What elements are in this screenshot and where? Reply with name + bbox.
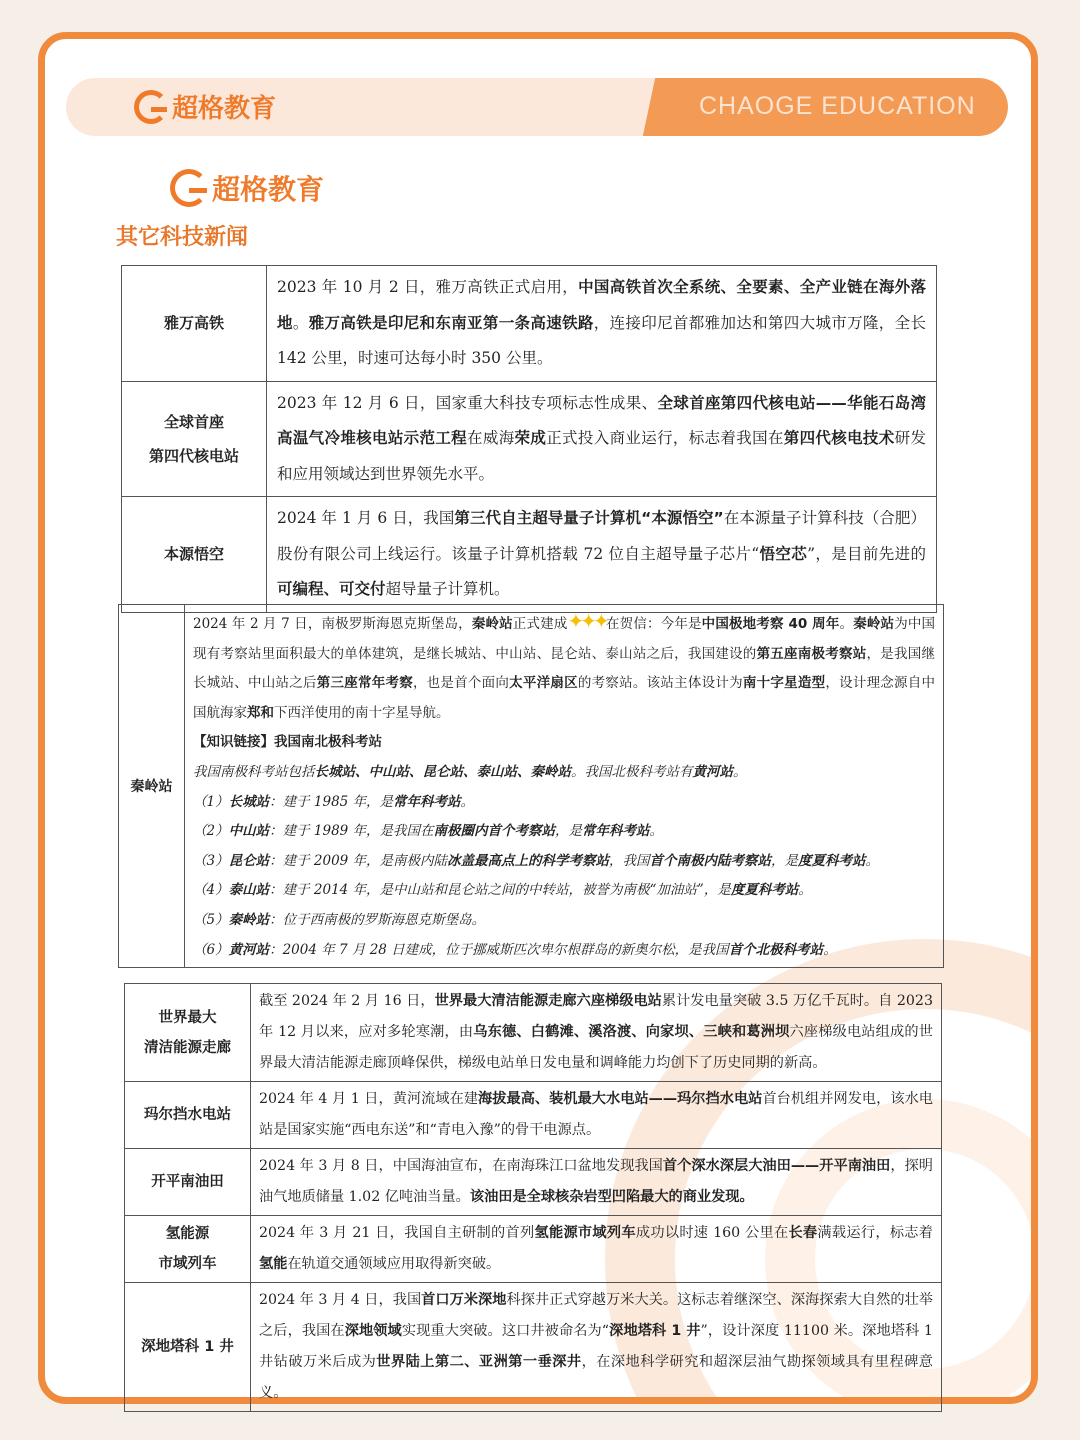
bold-text-run: 黄河站 — [228, 941, 270, 958]
bold-text-run: 度夏科考站 — [730, 882, 799, 899]
text-run: 为中国现有考察站里面积最大的单体建筑，是继长城站、中山站、昆仑站、泰山站之后，我国建设的 — [193, 616, 936, 662]
list-item — [193, 876, 935, 906]
row-key-line: 本源悟空 — [163, 545, 224, 564]
text-run: 2024 年 2 月 7 日，南极罗斯海恩克斯堡岛， — [193, 616, 472, 632]
text-run: 成功以时速 160 公里在 — [635, 1225, 789, 1241]
bold-text-run: 秦岭站 — [228, 911, 270, 928]
header-brand-panel — [663, 78, 1008, 136]
text-run: 2024 年 3 月 21 日，我国自主研制的首列 — [259, 1225, 535, 1241]
text-run: 科探井正式穿越万米大关。这标志着继深空、深海探索大自然的壮举之后，我国在 — [259, 1292, 933, 1339]
text-run: 在威海 — [467, 429, 515, 447]
text-run: 下西洋使用的南十字星导航。 — [274, 704, 450, 721]
text-run: 。 — [733, 763, 747, 780]
text-run: 在贺信：今年是 — [605, 616, 702, 632]
bold-text-run: 悟空芯 — [759, 544, 808, 563]
bold-text-run: 中国高铁首次全系统、全要素、全产业链在海外落地 — [277, 278, 926, 332]
bold-text-run: 第三代自主超导量子计算机“本源悟空” — [454, 509, 724, 527]
row-content — [251, 984, 942, 1082]
row-key — [125, 1082, 251, 1149]
bold-text-run: 度夏科考站 — [798, 852, 866, 869]
text-run: 我国南极科考站包括 — [193, 763, 315, 780]
bold-text-run: 乌东德、白鹤滩、溪洛渡、向家坝、三峡和葛洲坝 — [473, 1024, 790, 1040]
row-key — [125, 984, 251, 1082]
row-key-line: 清洁能源走廊 — [144, 1039, 231, 1056]
list-item — [193, 788, 935, 818]
text-run: ：建于 1985 年，是 — [269, 793, 394, 810]
text-run: ，连接印尼首都雅加达和第四大城市万隆，全长 142 公里，时速可达每小时 350 公里。 — [277, 313, 926, 367]
row-key-line: 深地塔科 1 井 — [141, 1339, 234, 1355]
text-run: 2023 年 10 月 2 日，雅万高铁正式启用， — [277, 278, 579, 296]
text-run: 2024 年 3 月 4 日，我国 — [259, 1292, 422, 1308]
list-item — [193, 817, 935, 847]
row-key-line: 玛尔挡水电站 — [144, 1107, 231, 1123]
table-row — [125, 984, 942, 1082]
text-run: ，是 — [771, 852, 799, 869]
text-run: ，是 — [555, 823, 583, 840]
bold-text-run: 第三座常年考察 — [316, 675, 413, 692]
row-content — [251, 1149, 942, 1216]
text-run: 在轨道交通领域应用取得新突破。 — [287, 1256, 501, 1272]
text-run: ，探明油气地质储量 1.02 亿吨油当量。 — [259, 1158, 933, 1205]
news-table-2 — [118, 604, 944, 968]
bold-text-run: 该油田是全球核杂岩型凹陷最大的商业发现。 — [469, 1189, 754, 1205]
bold-text-run: 常年科考站 — [393, 793, 461, 810]
bold-text-run: 第五座南极考察站 — [756, 645, 867, 662]
text-run: （2） — [193, 823, 229, 840]
text-run: 累计发电量突破 3.5 万亿千瓦时。自 2023 年 12 月以来，应对多轮寒潮，由 — [259, 993, 933, 1040]
bold-text-run: 氢能源市域列车 — [534, 1225, 636, 1241]
row-key-line: 全球首座 — [163, 412, 224, 431]
text-run: 。 — [649, 823, 664, 840]
text-run: ，我国 — [609, 852, 650, 869]
table-row — [125, 1082, 942, 1149]
text-run: 。 — [292, 313, 309, 332]
row-content — [267, 497, 937, 613]
row-content — [251, 1082, 942, 1149]
text-run: 研发和应用领域达到世界领先水平。 — [277, 429, 926, 483]
bold-text-run: 氢能 — [259, 1256, 288, 1272]
text-run: ：建于 2009 年，是南极内陆 — [269, 852, 448, 869]
bold-text-run: 雅万高铁是印尼和东南亚第一条高速铁路 — [308, 313, 594, 332]
table-row — [122, 497, 937, 613]
text-run: 。 — [865, 852, 880, 869]
bold-text-run: 首个北极科考站 — [728, 941, 824, 958]
bold-text-run: 全球首座第四代核电站——华能石岛湾高温气冷堆核电站示范工程 — [277, 393, 926, 447]
row-key-line: 氢能源 — [165, 1226, 210, 1242]
row-key-line: 市域列车 — [158, 1256, 217, 1272]
text-run: 。 — [460, 793, 475, 810]
list-item — [193, 847, 935, 877]
text-run: 在本源量子计算科技（合肥）股份有限公司上线运行。该量子计算机搭载 72 位自主超导量子芯片“ — [277, 509, 926, 563]
text-run: 正式建成 — [512, 616, 568, 632]
logo-text: 超格教育 — [212, 173, 325, 206]
list-item — [193, 936, 935, 966]
text-run: （3） — [193, 852, 229, 869]
bold-text-run: 首个深水深层大油田——开平南油田 — [662, 1158, 891, 1174]
text-run: （4） — [193, 882, 229, 899]
news-table-3 — [124, 983, 942, 1412]
text-run: ：建于 2014 年，是中山站和昆仑站之间的中转站，被誉为南极“加油站”，是 — [269, 882, 731, 899]
text-run: ”，是目前先进的 — [807, 544, 926, 563]
text-run: 截至 2024 年 2 月 16 日， — [259, 993, 435, 1009]
text-run: ”，设计深度 11100 米。深地塔科 1 井钻破万米后成为 — [259, 1323, 933, 1370]
bold-text-run: 长春 — [788, 1225, 818, 1241]
bold-text-run: 深地塔科 1 井 — [609, 1323, 701, 1339]
text-run: ：2004 年 7 月 28 日建成，位于挪威斯匹次卑尔根群岛的新奥尔松，是我国 — [269, 941, 729, 958]
g-logo-icon — [170, 169, 208, 207]
text-run: 2024 年 4 月 1 日，黄河流域在建 — [259, 1091, 479, 1107]
bold-text-run: 南十字星造型 — [742, 675, 826, 692]
bold-text-run: 秦岭站 — [471, 616, 513, 632]
logo-text: 超格教育 — [172, 94, 277, 124]
bold-text-run: 可编程、可交付 — [277, 580, 386, 598]
brand-english-name: CHAOGE EDUCATION — [699, 92, 976, 120]
bold-text-run: 南极圈内首个考察站 — [433, 823, 556, 840]
row-content — [267, 266, 937, 382]
g-logo-icon — [134, 90, 168, 124]
text-run: ，也是首个面向 — [412, 675, 510, 692]
text-run: ：建于 1989 年，是我国在 — [269, 823, 434, 840]
table-row — [119, 605, 944, 968]
bold-text-run: 泰山站 — [228, 882, 270, 899]
text-run: 2024 年 1 月 6 日，我国 — [277, 509, 455, 527]
row-content — [251, 1283, 942, 1412]
bold-text-run: 秦岭站 — [853, 616, 895, 632]
bold-text-run: 黄河站 — [692, 763, 733, 780]
table-row — [122, 381, 937, 497]
table-row — [122, 266, 937, 382]
row-key-line: 世界最大 — [158, 1009, 217, 1026]
bold-text-run: 深地领域 — [344, 1323, 402, 1339]
page-logo — [170, 168, 324, 208]
row-key — [122, 381, 267, 497]
knowledge-link-title: 【知识链接】我国南北极科考站 — [193, 734, 382, 751]
station-list — [193, 788, 935, 966]
sparkle-icon: ✦✦✦ — [567, 609, 606, 633]
text-run: 2024 年 3 月 8 日，中国海油宣布，在南海珠江口盆地发现我国 — [259, 1158, 663, 1174]
text-run: 。我国北极科考站有 — [571, 763, 693, 780]
row-key — [122, 497, 267, 613]
bold-text-run: 世界最大清洁能源走廊六座梯级电站 — [434, 993, 662, 1009]
row-key — [125, 1216, 251, 1283]
row-content — [185, 605, 944, 968]
bold-text-run: 世界陆上第二、亚洲第一垂深井 — [376, 1354, 582, 1370]
row-key-line: 雅万高铁 — [163, 314, 224, 333]
table-row — [125, 1149, 942, 1216]
bold-text-run: 第四代核电技术 — [783, 429, 895, 447]
text-run: 首台机组并网发电，该水电站是国家实施“西电东送”和“青电入豫”的骨干电源点。 — [259, 1091, 933, 1138]
table-row — [125, 1216, 942, 1283]
bold-text-run: 太平洋扇区 — [509, 675, 578, 692]
section-title: 其它科技新闻 — [116, 225, 249, 250]
summary-paragraph — [193, 758, 935, 788]
text-run: 2023 年 12 月 6 日，国家重大科技专项标志性成果、 — [277, 393, 658, 412]
row-content — [251, 1216, 942, 1283]
text-run: ，是我国继长城站、中山站之后 — [193, 645, 936, 692]
text-run: 。 — [839, 616, 854, 632]
text-run: 的考察站。该站主体设计为 — [577, 675, 743, 692]
text-run: ，设计理念源自中国航海家 — [193, 675, 936, 721]
table-row — [125, 1283, 942, 1412]
bold-text-run: 郑和 — [247, 704, 274, 721]
text-run: 六座梯级电站组成的世界最大清洁能源走廊顶峰保供，梯级电站单日发电量和调峰能力均创下了历史同期的新高。 — [259, 1024, 933, 1071]
text-run: （6） — [193, 941, 229, 958]
bold-text-run: 长城站、中山站、昆仑站、泰山站、秦岭站 — [314, 763, 571, 780]
bold-text-run: 常年科考站 — [582, 823, 650, 840]
text-run: ，在深地科学研究和超深层油气勘探领域具有里程碑意义。 — [259, 1354, 933, 1401]
bold-text-run: 中国极地考察 40 周年 — [701, 616, 840, 632]
news-table-1 — [121, 265, 937, 613]
bold-text-run: 冰盖最高点上的科学考察站 — [447, 852, 610, 869]
row-key — [125, 1283, 251, 1412]
row-key-line: 开平南油田 — [151, 1174, 224, 1190]
text-run: 。 — [823, 941, 837, 958]
text-run: 实现重大突破。这口井被命名为“ — [401, 1323, 610, 1339]
row-key-line: 第四代核电站 — [148, 446, 239, 465]
bold-text-run: 首个南极内陆考察站 — [649, 852, 772, 869]
row-key: 秦岭站 — [119, 605, 185, 968]
text-run: 满载运行，标志着 — [817, 1225, 933, 1241]
row-content — [267, 381, 937, 497]
row-key — [125, 1149, 251, 1216]
bold-text-run: 长城站 — [228, 793, 270, 810]
list-item — [193, 906, 935, 936]
bold-text-run: 首口万米深地 — [421, 1292, 507, 1308]
bold-text-run: 荣成 — [514, 429, 547, 447]
bold-text-run: 中山站 — [228, 823, 270, 840]
text-run: 正式投入商业运行，标志着我国在 — [546, 429, 784, 447]
bold-text-run: 海拔最高、装机最大水电站——玛尔挡水电站 — [478, 1091, 763, 1107]
row-key — [122, 266, 267, 382]
intro-paragraph — [193, 607, 935, 728]
text-run: （5） — [193, 911, 229, 928]
text-run: （1） — [193, 793, 229, 810]
text-run: ：位于西南极的罗斯海恩克斯堡岛。 — [269, 911, 486, 928]
text-run: 。 — [798, 882, 812, 899]
text-run: 超导量子计算机。 — [385, 580, 510, 598]
bold-text-run: 昆仑站 — [228, 852, 270, 869]
header-logo — [134, 88, 276, 125]
